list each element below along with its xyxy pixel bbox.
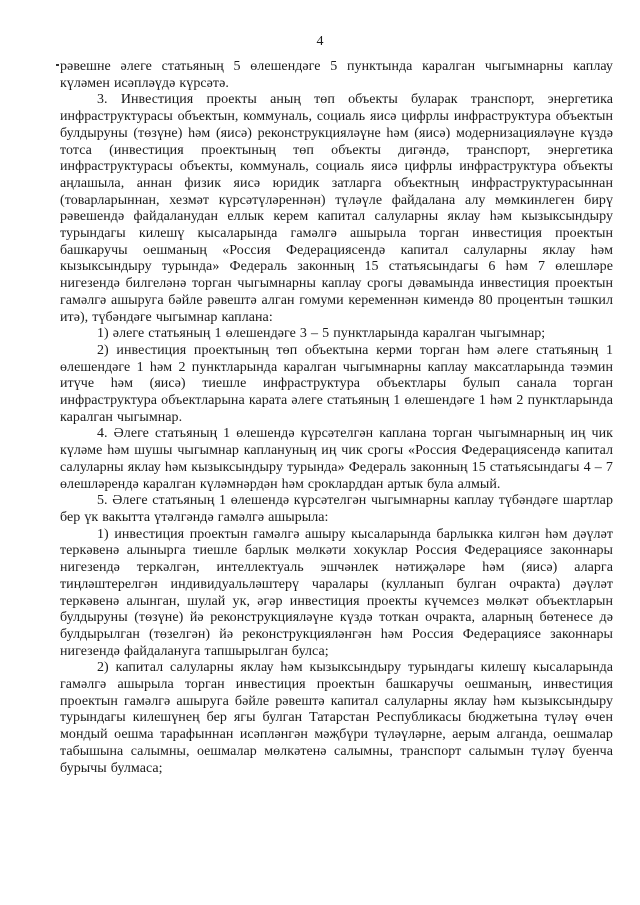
- paragraph-section-4: 4. Әлеге статьяның 1 өлешендә күрсәтелгән каплана торган чыгымнарның иң чик күләме һәм шушы чыгымнар каплануның иң чик срогы «Россия Федерациясендә капитал салуларны яклау һәм кызыксындыру турында» Федераль законның 15 статьясындагы 4 – 7 өлешләрендә каралган күләмнәрдән һәм срокларддан артык була алмый.: [60, 426, 613, 492]
- page-number: 4: [316, 34, 324, 49]
- paragraph-section-5-item-1: 1) инвестиция проектын гамәлгә ашыру кысаларында барлыкка килгән һәм дәүләт теркәвенә алынырга тиешле барлык мөлкәти хокуклар Россия Федерациясе законнары нигезендә теркәлгән, интеллектуаль эшчәнлек нәтиҗәләре һәм (яисә) аларга тиңләштерелгән индивидуальләштерү чаралары (кулланып булган очракта) дәүләт теркәвенә алынган, шулай ук, әгәр инвестиция проекты күчемсез мөлкәт объектларын булдыруны (төзүне) йә реконструкцияләүне күздә тоткан очракта, аларның бөтенесе дә булдырылган (төзелгән) йә реконструкцияләнгән һәм Россия Федерациясе законнары нигезендә файдалануга тапшырылган булса;: [60, 526, 613, 659]
- paragraph-section-3-item-1: 1) әлеге статьяның 1 өлешендәге 3 – 5 пунктларында каралган чыгымнар;: [97, 326, 546, 342]
- paragraph-section-5: 5. Әлеге статьяның 1 өлешендә күрсәтелгән чыгымнарны каплау түбәндәге шартлар бер үк вакытта үтәлгәндә гамәлгә ашырыла:: [60, 493, 613, 525]
- paragraph-section-3: 3. Инвестиция проекты аның төп объекты буларак транспорт, энергетика инфраструктурасы объектын, коммуналь, социаль яисә цифрлы инфраструктура объектын булдыруны (төзүне) һәм (яисә) реконструкцияләүне һәм (яисә) модернизацияләүне күздә тотса (инвестиция проектының төп объекты дигәндә, транспорт, энергетика инфраструктурасы объекты, коммуналь, социаль яисә цифрлы инфраструктура объекты аңлашыла, аннан физик яисә юридик затларга объектның инфраструктурасыннан (товарларыннан, хезмәт күрсәтүләреннән) түләүле файдалана алу мөмкинлеген бирү рәвешендә файдаланудан еллык керем капитал салуларны яклау һәм кызыксындыру турындагы килешү кысаларында гамәлгә ашырыла торган инвестиция проектын башкаручы оешманың «Россия Федерациясендә капитал салуларны яклау һәм кызыксындыру турында» Федераль законның 15 статьясындагы 6 һәм 7 өлешләре нигезендә билгеләнә торган чыгымнарны каплау срогы дәвамында инвестиция проектын гамәлгә ашыруга бәйле рәвештә алган гомуми кеременнән кимендә 80 процентын тәшкил итә), түбәндәге чыгымнар каплана:: [60, 92, 613, 325]
- paragraph-section-3-item-2: 2) инвестиция проектының төп объектына керми торган һәм әлеге статьяның 1 өлешендәге 1 һәм 2 пунктларында каралган чыгымнарны каплау максатларында тәэмин итүче һәм (яисә) тиешле инфраструктура объектлары булып санала торган инфраструктура объектларына карата әлеге статьяның 1 өлешендәге 1 һәм 2 пунктларында каралган чыгымнар.: [60, 342, 613, 425]
- paragraph-section-5-item-2: 2) капитал салуларны яклау һәм кызыксындыру турындагы килешү кысаларында гамәлгә ашырыла торган инвестиция проектын башкаручы оешманың, инвестиция проектын гамәлгә ашыруга бәйле рәвештә капитал салуларны яклау һәм кызыксындыру турындагы килешүнең бер ягы булган Татарстан Республикасы бюджетына түләү өчен мондый оешма тарафыннан исәпләнгән мәҗбүри түләүләрне, аерым алганда, оешмалар табышына салымны, оешмалар мөлкәтенә салымны, транспорт салымын түләү буенча бурычы булмаса;: [60, 660, 613, 776]
- paragraph-continuation: рәвешне әлеге статьяның 5 өлешендәге 5 пунктында каралган чыгымнарны каплау күләмен исәпләүдә күрсәтә.: [60, 59, 613, 91]
- margin-mark: [56, 64, 59, 66]
- document-body: [60, 59, 613, 777]
